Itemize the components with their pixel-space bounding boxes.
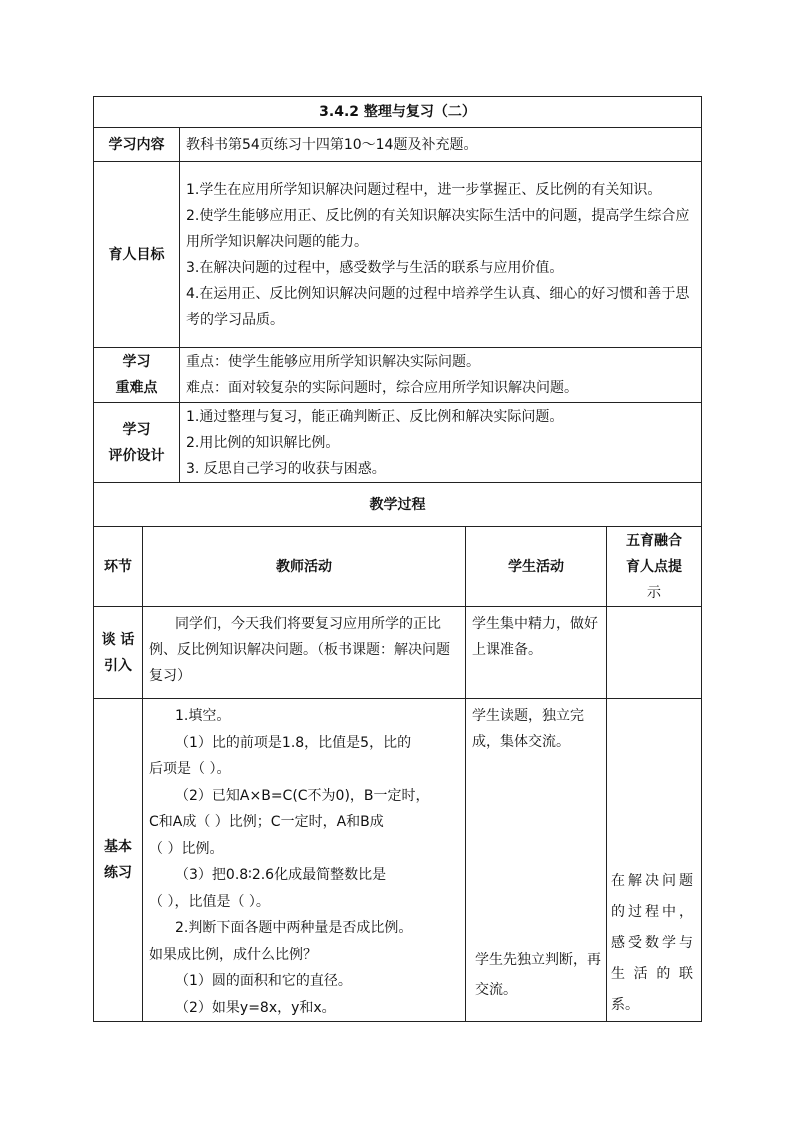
goal-item: 1.学生在应用所学知识解决问题过程中，进一步掌握正、反比例的有关知识。 [186,181,662,198]
process-title: 教学过程 [94,483,702,527]
evaluation-item: 2.用比例的知识解比例。 [186,434,340,451]
goals-label: 育人目标 [94,162,180,348]
tips-header-line1: 五育融合 [626,532,683,549]
practice-line: （ ），比值是（ ）。 [149,893,270,910]
stage-header: 环节 [94,527,143,607]
intro-stage [94,607,143,699]
practice-line: （2）已知A×B=C(C不为0)，B一定时， [175,787,430,804]
process-title-row [94,483,702,527]
key-points-text [180,348,702,403]
evaluation-row [94,403,702,483]
evaluation-item: 3. 反思自己学习的收获与困惑。 [186,460,386,477]
column-header-row [94,527,702,607]
lesson-title: 3.4.2 整理与复习（二） [94,97,702,128]
key-points-label-line2: 重难点 [115,380,158,396]
goal-item: 4.在运用正、反比例知识解决问题的过程中培养学生认真、细心的好习惯和善于思考的学习品质。 [186,285,690,328]
practice-line: 后项是（ ）。 [149,761,231,777]
practice-stage-line2: 练习 [104,865,132,881]
intro-student: 学生集中精力，做好上课准备。 [466,607,607,699]
intro-tip [607,607,702,699]
intro-row [94,607,702,699]
goals-row [94,162,702,348]
tips-header-line3: 示 [647,584,662,601]
teacher-header: 教师活动 [143,527,466,607]
tips-header-line2: 育人点提 [626,558,683,575]
title-row [94,97,702,128]
evaluation-list [180,403,702,483]
evaluation-label-line2: 评价设计 [108,447,165,464]
practice-line: （ ）比例。 [149,840,224,857]
content-row [94,128,702,162]
key-points-label [94,348,180,403]
tips-header [607,527,702,607]
content-text: 教科书第54页练习十四第10～14题及补充题。 [180,128,702,162]
practice-teacher [143,699,466,1022]
practice-stage [94,699,143,1022]
practice-student-q2: 学生先独立判断，再交流。 [475,952,601,998]
goal-item: 2.使学生能够应用正、反比例的有关知识解决实际生活中的问题，提高学生综合应用所学知识解决问题的能力。 [186,207,690,250]
evaluation-item: 1.通过整理与复习，能正确判断正、反比例和解决实际问题。 [186,408,564,425]
practice-tip: 在解决问题的过程中，感受数学与生活的联系。 [611,873,693,1013]
evaluation-label [94,403,180,483]
practice-line: （1）比的前项是1.8，比值是5，比的 [175,734,412,751]
practice-line: 1.填空。 [175,708,231,724]
practice-student-q1: 学生读题，独立完成，集体交流。 [472,708,584,750]
focus-text: 重点：使学生能够应用所学知识解决实际问题。 [186,354,480,370]
intro-stage-line2: 引入 [104,657,132,674]
intro-stage-line1: 谈 话 [101,631,135,648]
goals-list [180,162,702,348]
practice-line: 如果成比例，成什么比例？ [149,946,317,963]
content-label: 学习内容 [94,128,180,162]
student-header: 学生活动 [466,527,607,607]
key-points-label-line1: 学习 [122,354,151,370]
practice-line: （2）如果y=8x，y和x。 [175,999,336,1016]
practice-line: （1）圆的面积和它的直径。 [175,973,352,989]
intro-teacher: 同学们，今天我们将要复习应用所学的正比例、反比例知识解决问题。（板书课题：解决问题复习） [143,607,466,699]
difficulty-text: 难点：面对较复杂的实际问题时，综合应用所学知识解决问题。 [186,380,578,396]
key-points-row [94,348,702,403]
evaluation-label-line1: 学习 [122,421,151,438]
practice-line: C和A成（ ）比例；C一定时，A和B成 [149,814,384,830]
practice-stage-line1: 基本 [104,839,132,855]
practice-line: 2.判断下面各题中两种量是否成比例。 [175,920,413,936]
goal-item: 3.在解决问题的过程中，感受数学与生活的联系与应用价值。 [186,259,564,276]
practice-line: （3）把0.8∶2.6化成最简整数比是 [175,867,387,883]
